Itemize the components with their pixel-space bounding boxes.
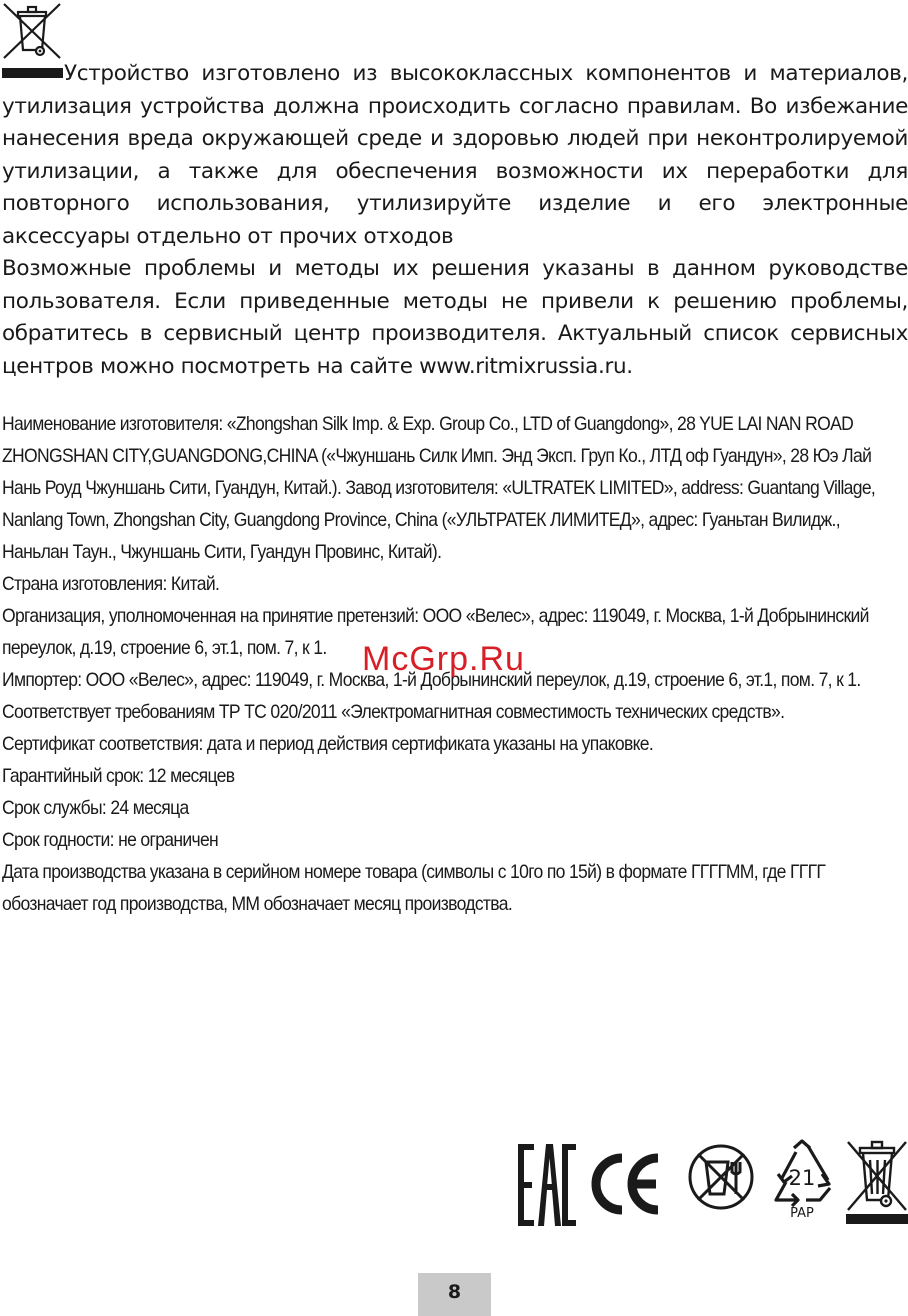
importer-line: Импортер: ООО «Велес», адрес: 119049, г. Москва, 1-й Добрынинский переулок, д.19, строение 6, эт.1, пом. 7, к 1.: [2, 669, 861, 691]
compliance-line: Соответствует требованиям ТР ТС 020/2011 «Электромагнитная совместимость технических средств».: [2, 701, 785, 723]
certificate-line: Сертификат соответствия: дата и период действия сертификата указаны на упаковке.: [2, 733, 654, 755]
certification-marks: [516, 1138, 908, 1228]
production-date-line: Дата производства указана в серийном номере товара (символы с 10го по 15й) в формате ГГГГММ, где ГГГГ обозначает год производства, ММ обозначает месяц производства.: [2, 861, 826, 915]
recycle-number: 21: [788, 1166, 816, 1190]
not-food-contact-icon: [686, 1142, 756, 1212]
recycle-code: PAP: [790, 1206, 814, 1221]
claims-org-line: Организация, уполномоченная на принятие претензий: ООО «Велес», адрес: 119049, г. Москва, 1-й Добрынинский переулок, д.19, строение 6, эт.1, пом. 7, к 1.: [2, 605, 869, 659]
watermark: McGrp.Ru: [362, 640, 525, 678]
warranty-line: Гарантийный срок: 12 месяцев: [2, 765, 235, 787]
page-number: 8: [447, 1281, 462, 1303]
page-number-box: [418, 1273, 491, 1316]
intro-text: [2, 58, 908, 383]
service-life-line: Срок службы: 24 месяца: [2, 797, 189, 819]
ce-mark-icon: [590, 1152, 662, 1216]
troubleshooting-paragraph: Возможные проблемы и методы их решения указаны в данном руководстве пользователя. Если приведенные методы не привели к решению проблемы, обратитесь в сервисный центр производителя. Актуальный список сервисных центров можно посмотреть на сайте www.ritmixrussia.ru.: [2, 256, 908, 379]
weee-bin-icon: [846, 1138, 908, 1226]
eac-mark-icon: [516, 1142, 578, 1230]
country-line: Страна изготовления: Китай.: [2, 573, 220, 595]
shelf-life-line: Срок годности: не ограничен: [2, 829, 219, 851]
disposal-paragraph: Устройство изготовлено из высококлассных компонентов и материалов, утилизация устройства должна происходить согласно правилам. Во избежание нанесения вреда окружающей среде и здоровью людей при неконтролируемой утилизации, а также для обеспечения возможности их переработки для повторного использования, утилизируйте изделие и его электронные аксессуары отдельно от прочих отходов: [2, 61, 908, 249]
manufacturer-line: Наименование изготовителя: «Zhongshan Silk Imp. & Exp. Group Co., LTD of Guangdong», 28 YUE LAI NAN ROAD ZHONGSHAN CITY,GUANGDONG,CHINA («Чжуншань Силк Имп. Энд Эксп. Груп Ко., ЛТД оф Гуандун», 28 Юэ Лай Нань Роуд Чжуншань Сити, Гуандун, Китай.). Завод изготовителя: «ULTRATEK LIMITED», address: Guantang Village, Nanlang Town, Zhongshan City, Guangdong Province, China («УЛЬТРАТЕК ЛИМИТЕД», адрес: Гуаньтан Вилидж., Наньлан Таун., Чжуншань Сити, Гуандун Провинс, Китай).: [2, 413, 876, 563]
recycle-pap-icon: [768, 1138, 836, 1228]
